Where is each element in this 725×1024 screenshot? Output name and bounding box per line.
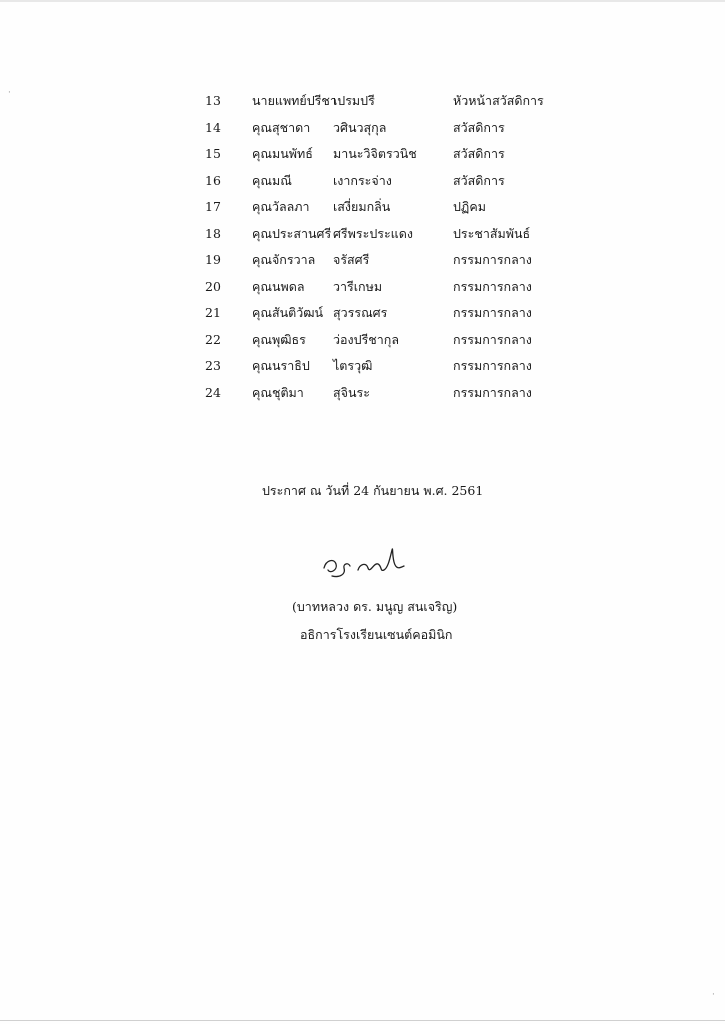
member-role: สวัสดิการ (453, 172, 505, 188)
member-first-name: นายแพทย์ปรีชา (252, 93, 337, 108)
member-number: 24 (205, 384, 221, 400)
scan-speck: · (712, 990, 715, 1000)
member-last-name: ไตรวุฒิ (333, 358, 373, 373)
member-first-name: คุณนพดล (252, 278, 305, 294)
committee-row (0, 247, 725, 274)
member-number: 17 (205, 199, 221, 214)
member-number: 15 (205, 146, 221, 161)
member-last-name: วศินวสุกุล (333, 119, 387, 135)
committee-row (0, 168, 725, 195)
signer-name: (บาทหลวง ดร. มนูญ สนเจริญ) (292, 599, 458, 614)
member-first-name: คุณนราธิป (252, 358, 310, 373)
committee-row (0, 353, 725, 380)
announcement-date: ประกาศ ณ วันที่ 24 กันยายน พ.ศ. 2561 (262, 483, 484, 498)
member-last-name: เงากระจ่าง (333, 172, 392, 188)
committee-row (0, 380, 725, 407)
member-last-name: จรัสศรี (333, 252, 370, 267)
member-last-name: ว่องปรีชากุล (333, 331, 400, 347)
committee-row (0, 221, 725, 248)
scan-speck: · (8, 88, 11, 98)
member-last-name: มานะวิจิตรวนิช (333, 146, 417, 161)
signature-mark (318, 540, 410, 584)
member-role: กรรมการกลาง (453, 331, 532, 347)
member-last-name: เปรมปรี (333, 93, 375, 108)
member-last-name: ศรีพระประแดง (333, 225, 413, 241)
member-role: กรรมการกลาง (453, 305, 532, 320)
committee-row (0, 115, 725, 142)
committee-row (0, 274, 725, 301)
member-role: กรรมการกลาง (453, 358, 532, 373)
member-first-name: คุณสุชาดา (252, 119, 311, 135)
committee-list (0, 88, 725, 406)
signer-title: อธิการโรงเรียนเซนต์คอมินิก (300, 627, 453, 642)
member-role: หัวหน้าสวัสดิการ (453, 93, 544, 108)
member-first-name: คุณจักรวาล (252, 252, 316, 267)
member-role: ปฏิคม (453, 199, 486, 214)
member-first-name: คุณมณี (252, 172, 292, 188)
member-role: สวัสดิการ (453, 119, 505, 135)
member-number: 13 (205, 93, 221, 108)
member-role: สวัสดิการ (453, 146, 505, 161)
committee-row (0, 300, 725, 327)
member-role: ประชาสัมพันธ์ (453, 225, 531, 241)
member-role: กรรมการกลาง (453, 252, 532, 267)
bottom-edge-line (0, 1020, 725, 1021)
member-number: 18 (205, 225, 221, 241)
member-last-name: วารีเกษม (333, 278, 383, 294)
member-last-name: สุจินระ (333, 384, 370, 400)
member-number: 14 (205, 119, 221, 135)
member-first-name: คุณพุฒิธร (252, 331, 306, 347)
member-first-name: คุณมนพัทธ์ (252, 146, 313, 161)
member-first-name: คุณวัลลภา (252, 199, 310, 214)
member-number: 16 (205, 172, 221, 188)
committee-row (0, 88, 725, 115)
committee-row (0, 141, 725, 168)
top-edge-line (0, 0, 725, 2)
member-number: 22 (205, 331, 221, 347)
member-first-name: คุณสันติวัฒน์ (252, 305, 324, 320)
member-role: กรรมการกลาง (453, 384, 532, 400)
member-number: 20 (205, 278, 221, 294)
member-last-name: เสงี่ยมกลิ่น (333, 199, 391, 214)
member-number: 21 (205, 305, 221, 320)
member-number: 23 (205, 358, 221, 373)
member-number: 19 (205, 252, 221, 267)
committee-row (0, 194, 725, 221)
member-role: กรรมการกลาง (453, 278, 532, 294)
member-last-name: สุวรรณศร (333, 305, 388, 320)
committee-row (0, 327, 725, 354)
member-first-name: คุณประสานศรี (252, 225, 332, 241)
member-first-name: คุณชุติมา (252, 384, 304, 400)
